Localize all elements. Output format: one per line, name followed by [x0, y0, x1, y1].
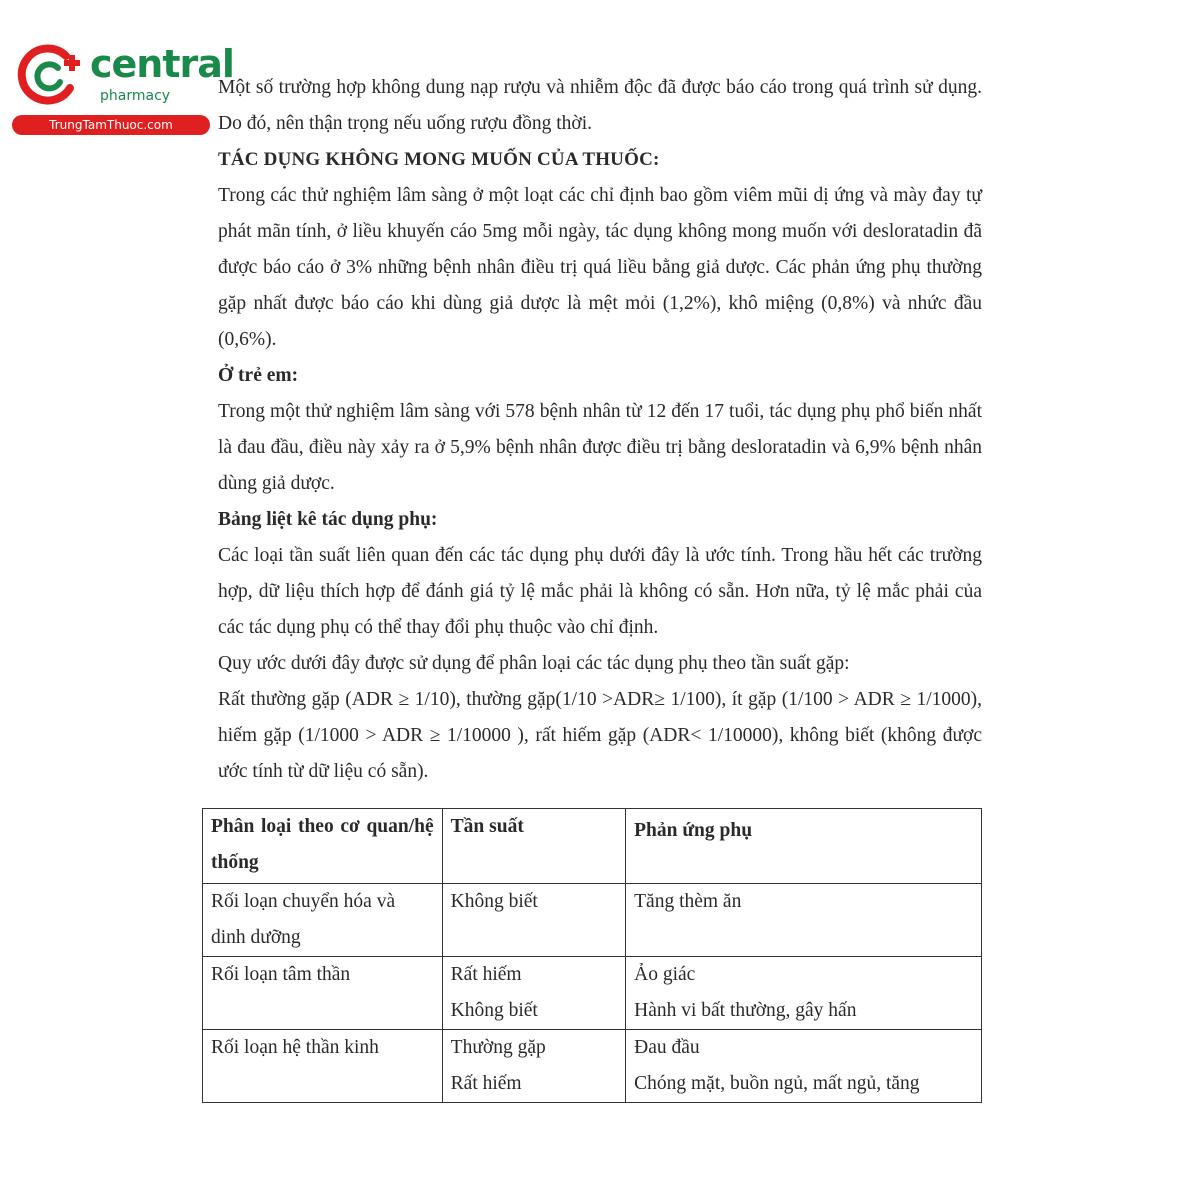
- frequency-value: Không biết: [450, 1000, 538, 1021]
- paragraph-frequency-definitions: Rất thường gặp (ADR ≥ 1/10), thường gặp(1/10 >ADR≥ 1/100), ít gặp (1/100 > ADR ≥ 1/1000), hiếm gặp (1/1000 > ADR ≥ 1/10000 ), rất hiếm gặp (ADR< 1/10000), không biết (không được ước tính từ dữ liệu có sẵn).: [218, 689, 982, 782]
- frequency-value: Không biết: [450, 891, 538, 912]
- logo-banner: TrungTamThuoc.com: [12, 115, 210, 135]
- section-heading-adverse-effects: TÁC DỤNG KHÔNG MONG MUỐN CỦA THUỐC:: [218, 149, 660, 170]
- paragraph-clinical-trials: Trong các thử nghiệm lâm sàng ở một loạt các chỉ định bao gồm viêm mũi dị ứng và mày đay tự phát mãn tính, ở liều khuyến cáo 5mg mỗi ngày, tác dụng không mong muốn với desloratadin đã được báo cáo ở 3% những bệnh nhân điều trị quá liều bằng giả dược. Các phản ứng phụ thường gặp nhất được báo cáo khi dùng giả dược là mệt mỏi (1,2%), khô miệng (0,8%) và nhức đầu (0,6%).: [218, 185, 982, 350]
- effect-value: Hành vi bất thường, gây hấn: [634, 1000, 857, 1021]
- effect-value: Ảo giác: [634, 964, 696, 985]
- table-row: [203, 957, 982, 1030]
- paragraph-convention: Quy ước dưới đây được sử dụng để phân loại các tác dụng phụ theo tần suất gặp:: [218, 653, 850, 674]
- cell-frequency: [442, 1030, 625, 1103]
- cell-effects: [626, 957, 982, 1030]
- cell-system: Rối loạn tâm thần: [203, 957, 443, 1030]
- paragraph-children: Trong một thử nghiệm lâm sàng với 578 bệnh nhân từ 12 đến 17 tuổi, tác dụng phụ phổ biến nhất là đau đầu, điều này xảy ra ở 5,9% bệnh nhân được điều trị bằng desloratadin và 6,9% bệnh nhân dùng giả dược.: [218, 401, 982, 494]
- frequency-value: Rất hiếm: [450, 1073, 522, 1094]
- paragraph-frequency-estimates: Các loại tần suất liên quan đến các tác dụng phụ dưới đây là ước tính. Trong hầu hết các trường hợp, dữ liệu thích hợp để đánh giá tỷ lệ mắc phải là không có sẵn. Hơn nữa, tỷ lệ mắc phải của các tác dụng phụ có thể thay đổi phụ thuộc vào chỉ định.: [218, 545, 982, 638]
- cell-frequency: [442, 884, 625, 957]
- effect-value: Đau đầu: [634, 1037, 700, 1058]
- cell-system: Rối loạn chuyển hóa và dinh dưỡng: [203, 884, 443, 957]
- header-reaction: Phản ứng phụ: [626, 809, 982, 884]
- effect-value: Chóng mặt, buồn ngủ, mất ngủ, tăng: [634, 1073, 920, 1094]
- frequency-value: Thường gặp: [450, 1037, 546, 1058]
- pharmacy-cross-icon: [14, 40, 84, 110]
- cell-frequency: [442, 957, 625, 1030]
- frequency-value: Rất hiếm: [450, 964, 522, 985]
- cell-effects: [626, 1030, 982, 1103]
- subheading-children: Ở trẻ em:: [218, 365, 299, 386]
- effect-value: Tăng thèm ăn: [634, 891, 742, 912]
- logo-wordmark: central: [90, 42, 234, 86]
- central-pharmacy-logo: [10, 36, 234, 136]
- cell-system: Rối loạn hệ thần kinh: [203, 1030, 443, 1103]
- document-body: [218, 70, 982, 790]
- adverse-effects-table: [202, 808, 982, 1103]
- subheading-table: Bảng liệt kê tác dụng phụ:: [218, 509, 438, 530]
- header-system: Phân loại theo cơ quan/hệ thống: [203, 809, 443, 884]
- cell-effects: [626, 884, 982, 957]
- logo-subtitle: pharmacy: [100, 88, 171, 104]
- header-frequency: Tần suất: [442, 809, 625, 884]
- table-row: [203, 1030, 982, 1103]
- table-header-row: [203, 809, 982, 884]
- table-row: [203, 884, 982, 957]
- paragraph-alcohol: Một số trường hợp không dung nạp rượu và nhiễm độc đã được báo cáo trong quá trình sử dụng. Do đó, nên thận trọng nếu uống rượu đồng thời.: [218, 77, 982, 134]
